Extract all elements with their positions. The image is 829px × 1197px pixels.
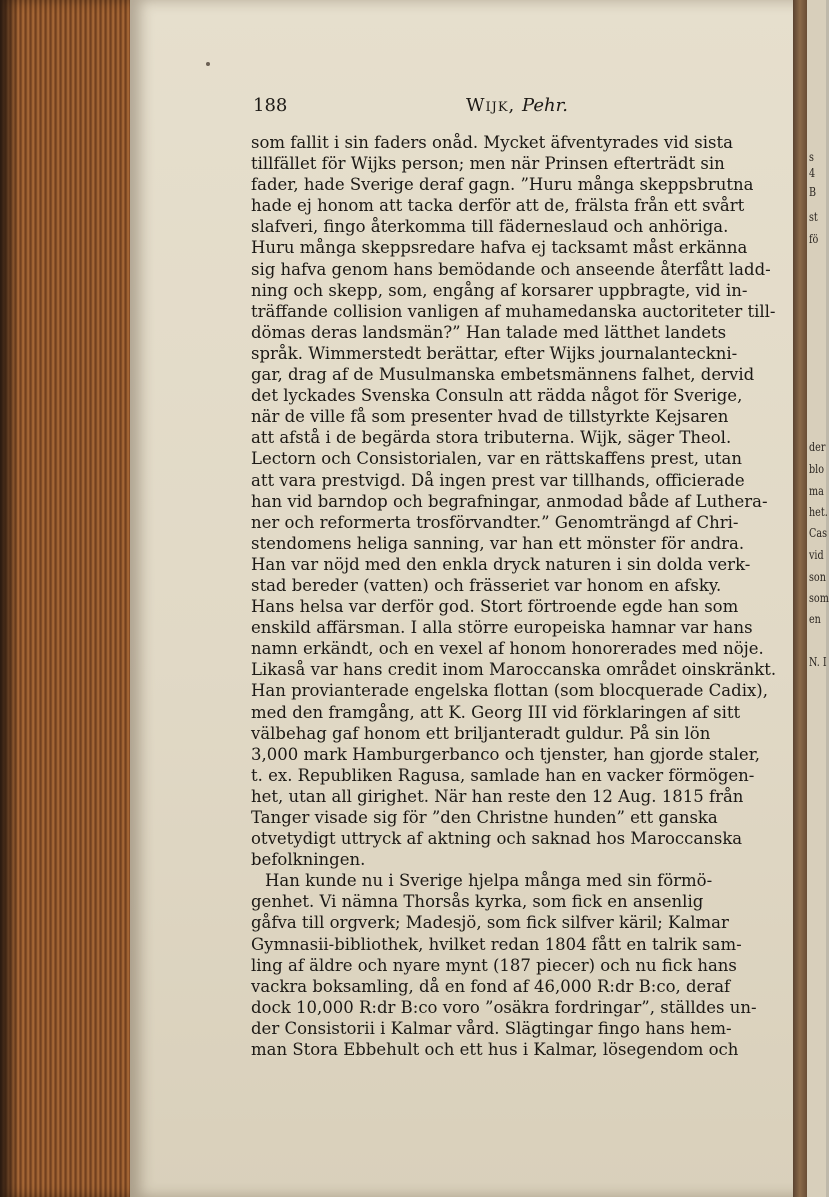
text-line: Tanger visade sig för ”den Christne hunden” ett ganska bbox=[251, 808, 718, 827]
running-head bbox=[466, 95, 568, 116]
page-number: 188 bbox=[253, 95, 288, 116]
text-line: hade ej honom att tacka derför att de, frälsta från ett svårt bbox=[251, 196, 745, 216]
facing-page-fragment: blo bbox=[809, 462, 824, 476]
page-header bbox=[253, 95, 793, 123]
text-line: man Stora Ebbehult och ett hus i Kalmar, lösegendom och bbox=[251, 1040, 739, 1060]
text-line: att afstå i de begärda stora tributerna. Wijk, säger Theol. bbox=[251, 428, 732, 448]
text-line: välbehag gaf honom ett briljanteradt guldur. På sin lön bbox=[251, 723, 711, 743]
text-line: han vid barndop och begrafningar, anmodad både af Luthera- bbox=[251, 491, 768, 511]
text-line: stad bereder (vatten) och frässeriet var honom en afsky. bbox=[251, 575, 722, 595]
facing-page-fragment: het. bbox=[809, 505, 828, 519]
text-line: Han var nöjd med den enkla dryck naturen i sin dolda verk- bbox=[251, 554, 751, 574]
text-line: Lectorn och Consistorialen, var en rättskaffens prest, utan bbox=[251, 449, 743, 469]
book-gutter bbox=[793, 0, 807, 1197]
facing-page-fragment: fö bbox=[809, 232, 819, 246]
text-line: het, utan all girighet. När han reste den 12 Aug. 1815 från bbox=[251, 786, 744, 806]
text-line: Likaså var hans credit inom Maroccanska området oinskränkt. bbox=[251, 660, 777, 680]
text-line: Gymnasii-bibliothek, hvilket redan 1804 fått en talrik sam- bbox=[251, 934, 742, 954]
text-line: Huru många skeppsredare hafva ej tacksamt måst erkänna bbox=[251, 238, 748, 258]
text-line: dock 10,000 R:dr B:co voro ”osäkra fordringar”, ställdes un- bbox=[251, 997, 757, 1017]
text-line: ling af äldre och nyare mynt (187 piecer) och nu fick hans bbox=[251, 955, 737, 975]
paper-speck bbox=[206, 62, 210, 66]
facing-page-fragment: s bbox=[809, 150, 814, 164]
text-line: det lyckades Svenska Consuln att rädda något för Sverige, bbox=[251, 386, 743, 406]
text-line: 3,000 mark Hamburgerbanco och tjenster, han gjorde staler, bbox=[251, 744, 761, 764]
running-head-given-name: Pehr. bbox=[522, 95, 568, 116]
facing-page-fragment: en bbox=[809, 612, 821, 626]
text-line: Han provianterade engelska flottan (som blocquerade Cadix), bbox=[251, 681, 768, 701]
binding-shadow bbox=[0, 0, 18, 1197]
facing-page-fragment: B bbox=[809, 185, 817, 199]
text-line: gåfva till orgverk; Madesjö, som fick silfver käril; Kalmar bbox=[251, 913, 729, 933]
text-line: som fallit i sin faders onåd. Mycket äfventyrades vid sista bbox=[251, 133, 733, 152]
text-line: vackra boksamling, då en fond af 46,000 R:dr B:co, deraf bbox=[251, 976, 731, 996]
text-line: tillfället för Wijks person; men när Prinsen efterträdt sin bbox=[251, 154, 725, 174]
text-line: otvetydigt uttryck af aktning och saknad hos Maroccanska bbox=[251, 829, 743, 849]
facing-page-fragment: son bbox=[809, 570, 826, 584]
text-line: fader, hade Sverige deraf gagn. ”Huru många skeppsbrutna bbox=[251, 175, 754, 195]
text-line: Hans helsa var derför god. Stort förtroende egde han som bbox=[251, 597, 739, 617]
facing-page-fragment: N. I bbox=[809, 655, 827, 669]
text-line: der Consistorii i Kalmar vård. Slägtingar fingo hans hem- bbox=[251, 1018, 732, 1038]
text-line: t. ex. Republiken Ragusa, samlade han en vacker förmögen- bbox=[251, 765, 755, 785]
text-line: språk. Wimmerstedt berättar, efter Wijks journalanteckni- bbox=[251, 343, 738, 363]
text-line: ning och skepp, som, engång af korsarer uppbragte, vid in- bbox=[251, 280, 748, 300]
text-line: namn erkändt, och en vexel af honom honorerades med nöje. bbox=[251, 639, 764, 659]
text-line: ner och reformerta trosförvandter.” Genomträngd af Chri- bbox=[251, 512, 739, 532]
text-line: Han kunde nu i Sverige hjelpa många med sin förmö- bbox=[265, 871, 713, 891]
facing-page-fragment: st bbox=[809, 210, 818, 224]
text-line: befolkningen. bbox=[251, 850, 366, 870]
facing-page-fragment: 4 bbox=[809, 166, 816, 180]
text-line: dömas deras landsmän?” Han talade med lätthet landets bbox=[251, 322, 727, 342]
facing-page-fragment: som bbox=[809, 591, 829, 605]
running-head-name: Wijk, bbox=[466, 95, 516, 116]
facing-page-fragment: der bbox=[809, 440, 826, 454]
text-line: träffande collision vanligen af muhamedanska auctoriteter till- bbox=[251, 301, 776, 321]
text-line: när de ville få som presenter hvad de tillstyrkte Kejsaren bbox=[251, 407, 729, 427]
facing-page-fragment: Cas bbox=[809, 526, 827, 540]
book-page-edges bbox=[0, 0, 150, 1197]
facing-page-fragment: ma bbox=[809, 484, 824, 498]
text-line: gar, drag af de Musulmanska embetsmännens falhet, dervid bbox=[251, 365, 755, 385]
text-line: slafveri, fingo återkomma till fäderneslaud och anhöriga. bbox=[251, 217, 729, 237]
body-text bbox=[251, 132, 784, 1060]
facing-page-fragment: vid bbox=[809, 548, 824, 562]
text-line: enskild affärsman. I alla större europeiska hamnar var hans bbox=[251, 618, 753, 638]
text-line: med den framgång, att K. Georg III vid förklaringen af sitt bbox=[251, 702, 741, 722]
text-line: genhet. Vi nämna Thorsås kyrka, som fick en ansenlig bbox=[251, 892, 704, 912]
facing-page-strip bbox=[807, 0, 829, 1197]
text-line: att vara prestvigd. Då ingen prest var tillhands, officierade bbox=[251, 470, 745, 490]
text-line: sig hafva genom hans bemödande och anseende återfått ladd- bbox=[251, 259, 771, 279]
text-line: stendomens heliga sanning, var han ett mönster för andra. bbox=[251, 533, 745, 553]
